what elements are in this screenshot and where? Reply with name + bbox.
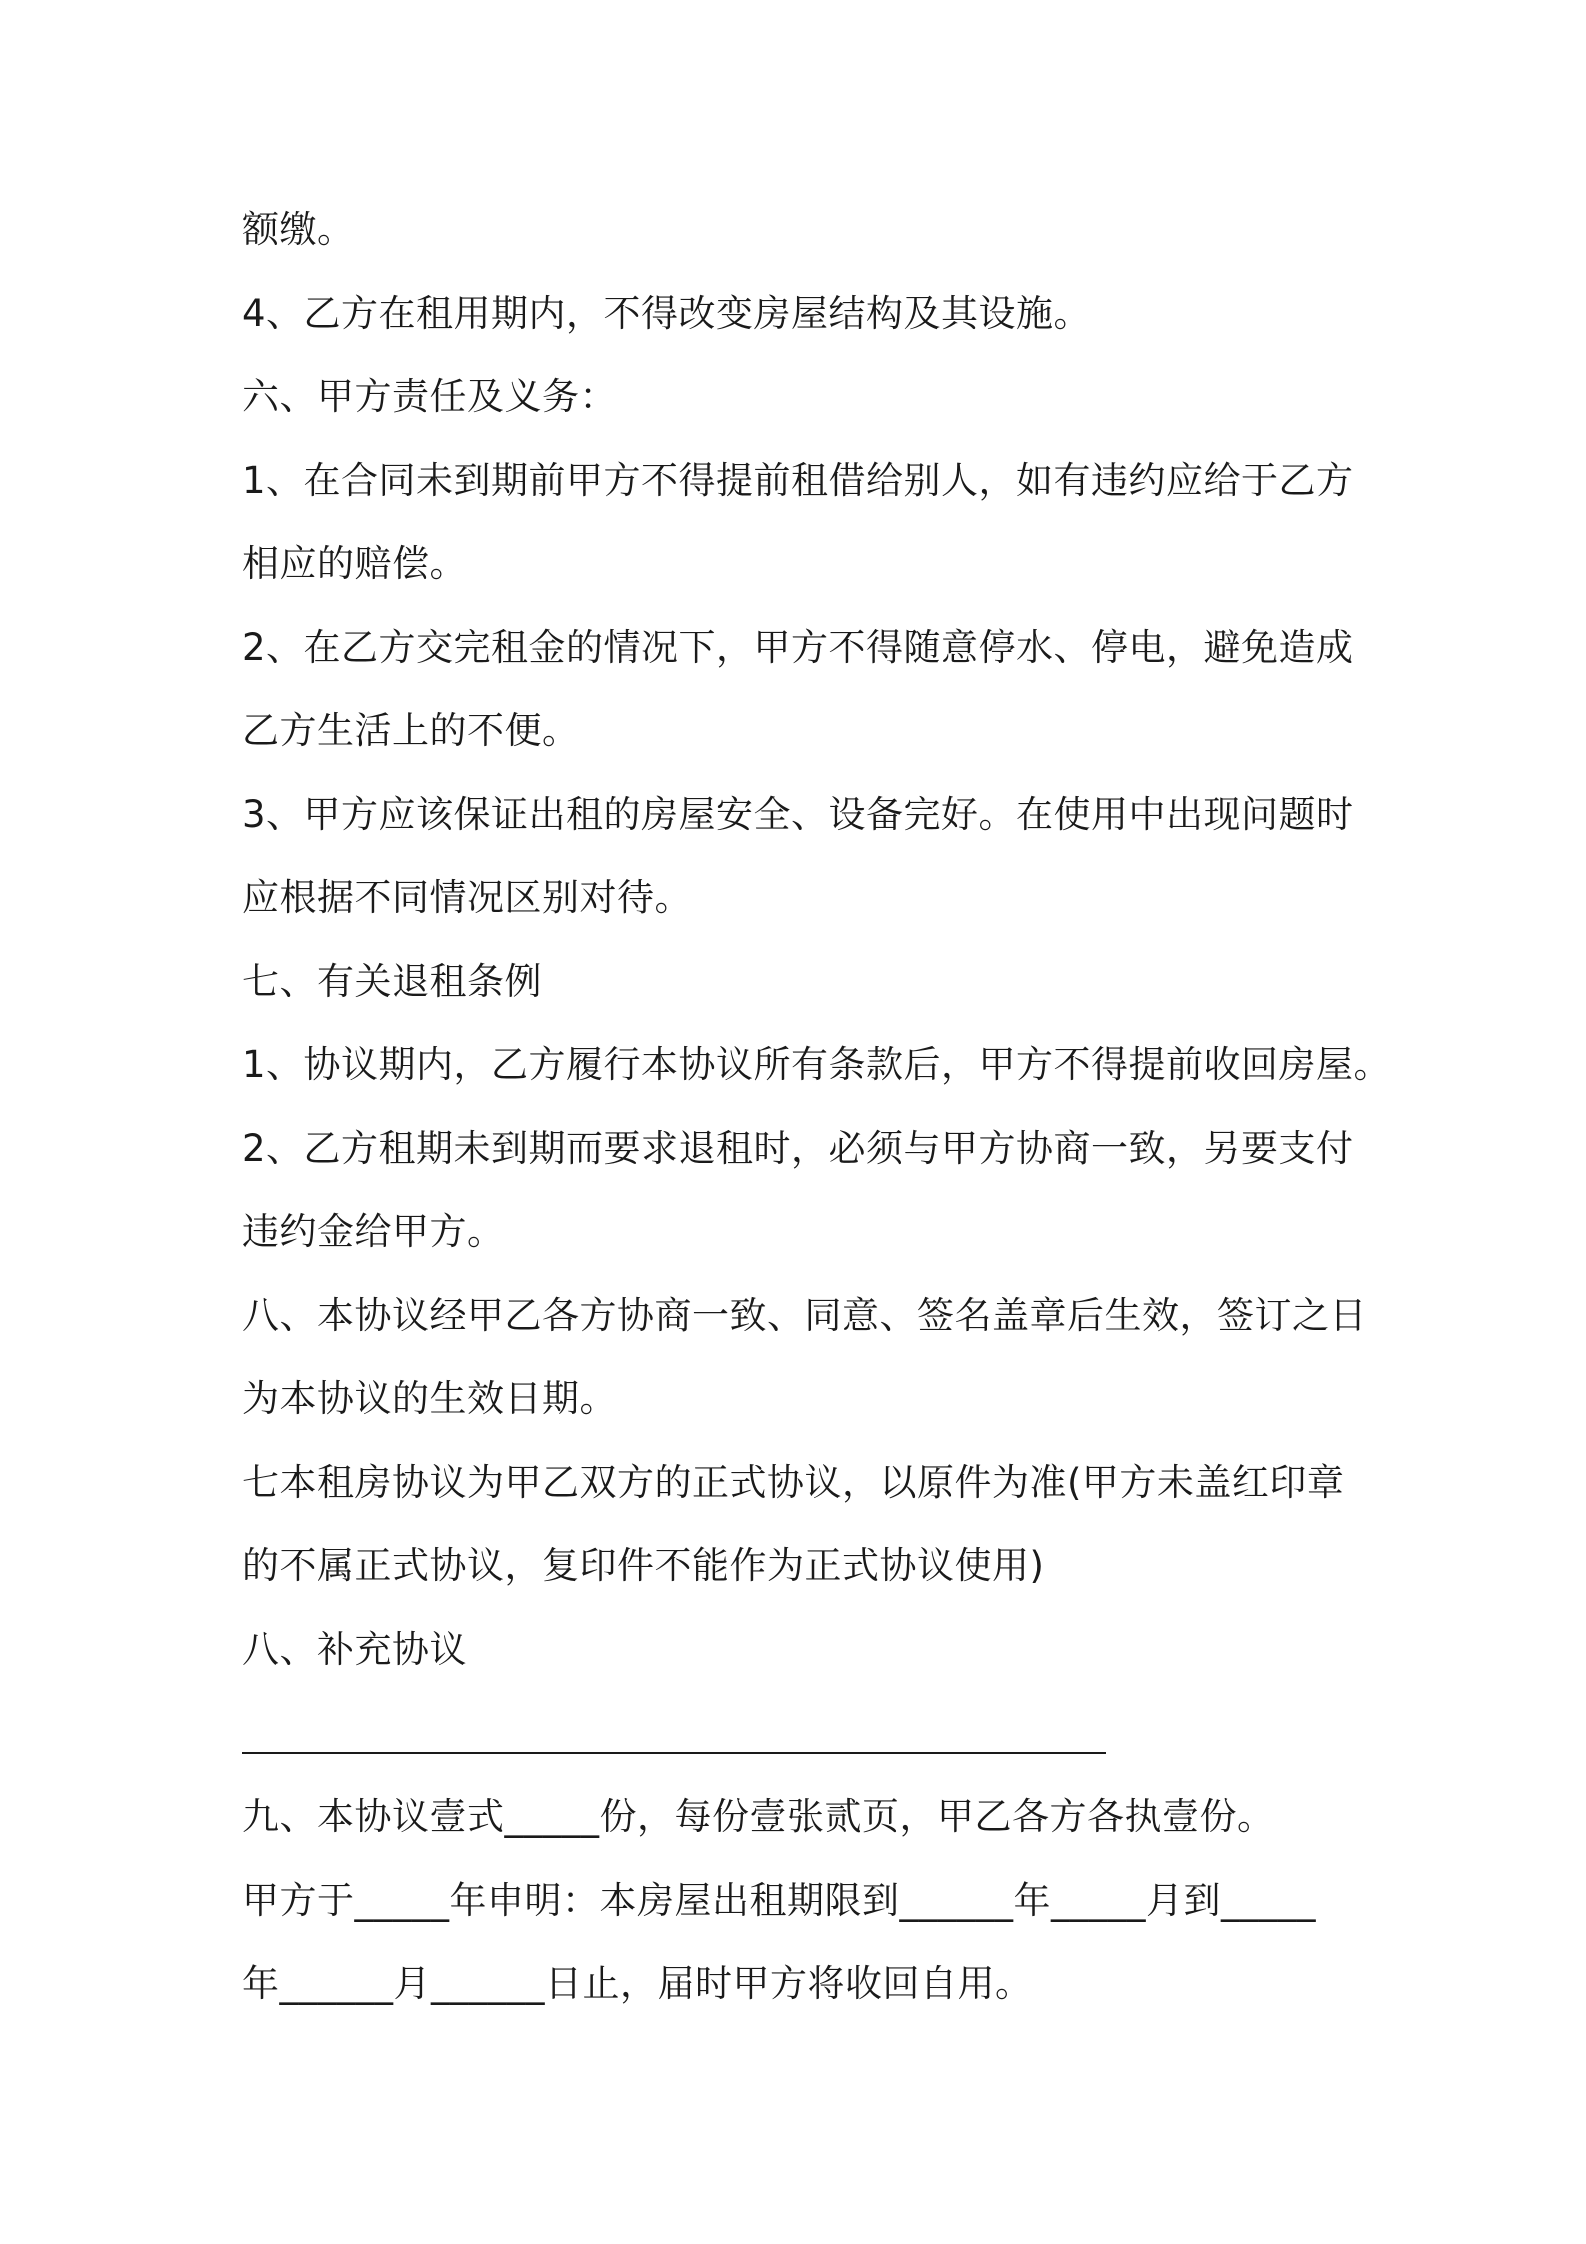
formal-agreement-note-cont: 的不属正式协议，复印件不能作为正式协议使用) (242, 1544, 1045, 1587)
section-8-effective: 八、本协议经甲乙各方协商一致、同意、签名盖章后生效，签订之日 (242, 1294, 1367, 1337)
clause-6-item-3: 3、甲方应该保证出租的房屋安全、设备完好。在使用中出现问题时 (242, 793, 1354, 836)
section-8-effective-cont: 为本协议的生效日期。 (242, 1377, 617, 1420)
section-6-heading: 六、甲方责任及义务： (242, 375, 617, 418)
section-7-heading: 七、有关退租条例 (242, 960, 542, 1003)
text-line: 额缴。 (242, 208, 355, 251)
landlord-declaration-cont: 年______月______日止，届时甲方将收回自用。 (242, 1962, 1033, 2005)
clause-5-item-4: 4、乙方在租用期内，不得改变房屋结构及其设施。 (242, 292, 1092, 335)
clause-7-item-1: 1、协议期内，乙方履行本协议所有条款后，甲方不得提前收回房屋。 (242, 1043, 1392, 1086)
clause-6-item-2-cont: 乙方生活上的不便。 (242, 709, 580, 752)
clause-6-item-3-cont: 应根据不同情况区别对待。 (242, 876, 692, 919)
clause-6-item-2: 2、在乙方交完租金的情况下，甲方不得随意停水、停电，避免造成 (242, 626, 1354, 669)
supplementary-heading: 八、补充协议 (242, 1628, 467, 1671)
supplementary-blank-line (242, 1752, 1106, 1754)
section-9-copies: 九、本协议壹式_____份，每份壹张贰页，甲乙各方各执壹份。 (242, 1795, 1275, 1838)
clause-6-item-1: 1、在合同未到期前甲方不得提前租借给别人，如有违约应给于乙方 (242, 459, 1354, 502)
clause-7-item-2: 2、乙方租期未到期而要求退租时，必须与甲方协商一致，另要支付 (242, 1127, 1354, 1170)
clause-7-item-2-cont: 违约金给甲方。 (242, 1210, 505, 1253)
landlord-declaration: 甲方于_____年申明：本房屋出租期限到______年_____月到_____ (242, 1879, 1316, 1922)
formal-agreement-note: 七本租房协议为甲乙双方的正式协议，以原件为准(甲方未盖红印章 (242, 1461, 1345, 1504)
clause-6-item-1-cont: 相应的赔偿。 (242, 542, 467, 585)
